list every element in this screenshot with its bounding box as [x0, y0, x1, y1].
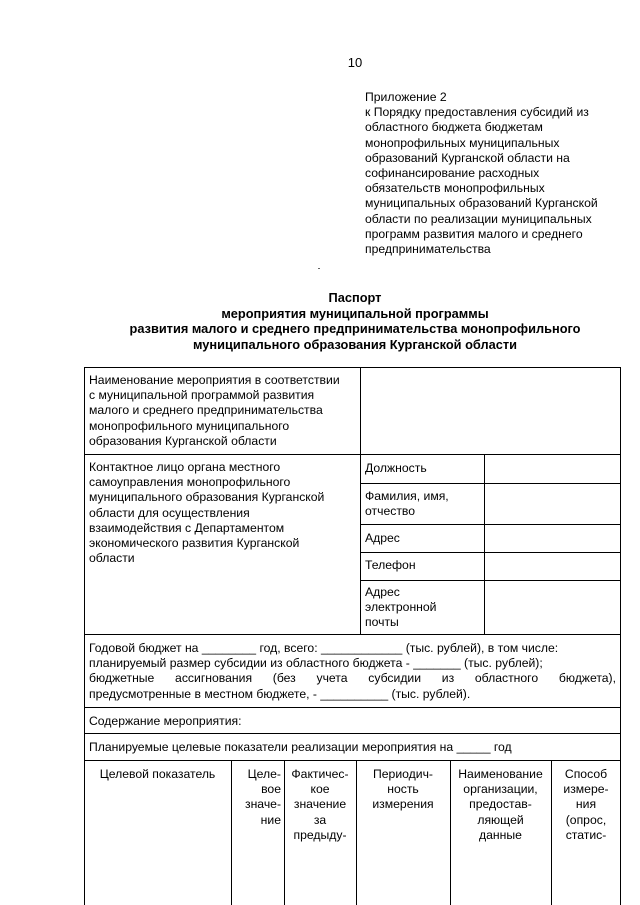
- email-label: [365, 585, 482, 631]
- column-method: [553, 767, 619, 843]
- column-header-line: Периодич-: [373, 767, 433, 781]
- column-header-line: ность: [387, 782, 419, 797]
- table-row-divider: [84, 454, 621, 455]
- table-column-divider: [551, 760, 552, 905]
- appendix-line: программ развития малого и среднего: [365, 226, 583, 241]
- contact-line: самоуправления монопрофильного: [89, 475, 291, 490]
- contact-line: области для осуществления: [89, 505, 250, 520]
- column-header-line: статис-: [565, 827, 607, 842]
- column-header-line: за: [313, 812, 327, 827]
- table-row-divider: [360, 483, 621, 484]
- annual-budget-text: [89, 641, 616, 702]
- column-header-line: ния: [575, 797, 597, 812]
- event-name-line: с муниципальной программой развития: [89, 388, 315, 403]
- event-name-line: монопрофильного муниципального: [89, 418, 290, 433]
- column-header-line: Наименование: [458, 767, 543, 781]
- column-periodicity: [358, 767, 448, 813]
- appendix-line: областного бюджета бюджетам: [365, 120, 543, 135]
- contact-line: экономического развития Курганской: [89, 536, 300, 551]
- table-border-left: [84, 367, 85, 905]
- address-value[interactable]: [488, 528, 616, 549]
- title-line: Паспорт: [328, 290, 382, 305]
- column-target-indicator: [86, 767, 229, 782]
- contact-line: взаимодействия с Департаментом: [89, 520, 285, 535]
- appendix-line: Приложение 2: [365, 90, 447, 104]
- column-header-line: Целе-: [247, 767, 281, 781]
- column-target-value: [233, 767, 281, 828]
- email-line: Адрес: [365, 585, 400, 599]
- column-organization: [452, 767, 549, 843]
- column-header-line: измере-: [563, 782, 609, 797]
- column-header-line: ние: [260, 812, 281, 827]
- column-header-line: предыду-: [293, 827, 347, 842]
- appendix-line: муниципальных образований Курганской: [365, 196, 598, 211]
- table-column-divider: [356, 760, 357, 905]
- page-number: 10: [347, 55, 363, 70]
- appendix-line: монопрофильных муниципальных: [365, 135, 560, 150]
- appendix-header: [365, 90, 630, 257]
- column-header-line: вое: [261, 782, 281, 797]
- appendix-line: области по реализации муниципальных: [365, 211, 592, 226]
- table-row-divider: [84, 760, 621, 761]
- budget-line: Годовой бюджет на ________ год, всего: ____________ (тыс. рублей), в том числе:: [89, 641, 559, 655]
- phone-label: Телефон: [365, 558, 416, 572]
- column-header-line: Способ: [564, 767, 608, 781]
- appendix-line: образований Курганской области на: [365, 150, 570, 165]
- appendix-line: предпринимательства: [365, 242, 491, 257]
- contact-line: муниципального образования Курганской: [89, 490, 325, 505]
- table-column-divider: [231, 760, 232, 905]
- table-row-divider: [360, 524, 621, 525]
- email-line: электронной: [365, 600, 437, 615]
- title-line: мероприятия муниципальной программы: [221, 305, 489, 321]
- table-row-divider: [84, 707, 621, 708]
- full-name-line: Фамилия, имя,: [365, 489, 449, 503]
- column-header-line: значение: [293, 797, 347, 812]
- full-name-line: отчество: [365, 504, 416, 519]
- budget-line: планируемый размер субсидии из областного бюджета - _______ (тыс. рублей);: [89, 656, 543, 671]
- contact-line: области: [89, 551, 135, 566]
- address-label: Адрес: [365, 531, 400, 545]
- event-name-line: малого и среднего предпринимательства: [89, 403, 323, 418]
- email-line: почты: [365, 615, 399, 630]
- appendix-line: обязательств монопрофильных: [365, 181, 545, 196]
- table-column-divider: [484, 454, 485, 634]
- table-row-divider: [84, 733, 621, 734]
- title-line: развития малого и среднего предпринимательства монопрофильного: [129, 321, 581, 336]
- event-name-label: [89, 373, 357, 449]
- full-name-value[interactable]: [488, 487, 616, 521]
- column-header-line: значе-: [244, 797, 281, 812]
- event-content-label: Содержание мероприятия:: [89, 714, 242, 728]
- appendix-line: к Порядку предоставления субсидий из: [365, 105, 589, 120]
- title-line: муниципального образования Курганской области: [192, 336, 517, 352]
- table-row-divider: [360, 552, 621, 553]
- contact-line: Контактное лицо органа местного: [89, 460, 281, 474]
- column-actual-value: [286, 767, 354, 843]
- column-header-line: организации,: [463, 782, 538, 797]
- table-row-divider: [360, 580, 621, 581]
- column-header-line: данные: [479, 827, 522, 842]
- event-name-line: Наименование мероприятия в соответствии: [89, 373, 340, 387]
- contact-person-label: [89, 460, 357, 566]
- document-title: [80, 290, 630, 352]
- table-column-divider: [450, 760, 451, 905]
- budget-line: предусмотренные в местном бюджете, - __________ (тыс. рублей).: [89, 686, 471, 701]
- budget-line: бюджетные ассигнования (без учета субсидии из областного бюджета),: [89, 671, 616, 686]
- table-column-divider: [360, 367, 361, 634]
- event-name-line: образования Курганской области: [89, 433, 277, 448]
- target-indicators-label: Планируемые целевые показатели реализации мероприятия на _____ год: [89, 740, 512, 754]
- table-border-top: [84, 367, 621, 368]
- column-header-line: Целевой показатель: [99, 767, 216, 781]
- email-value[interactable]: [488, 584, 616, 631]
- column-header-line: кое: [310, 782, 330, 797]
- position-label: Должность: [365, 461, 427, 475]
- column-header-line: измерения: [372, 797, 434, 812]
- column-header-line: ляющей: [477, 812, 524, 827]
- table-row-divider: [84, 634, 621, 635]
- column-header-line: Фактичес-: [291, 767, 349, 781]
- table-border-right: [620, 367, 621, 905]
- full-name-label: [365, 489, 482, 519]
- event-name-value[interactable]: [364, 372, 616, 450]
- scan-speck: [318, 268, 320, 269]
- column-header-line: предостав-: [469, 797, 532, 812]
- table-column-divider: [284, 760, 285, 905]
- position-value[interactable]: [488, 458, 616, 480]
- appendix-line: софинансирование расходных: [365, 166, 540, 181]
- phone-value[interactable]: [488, 556, 616, 577]
- column-header-line: (опрос,: [565, 812, 607, 827]
